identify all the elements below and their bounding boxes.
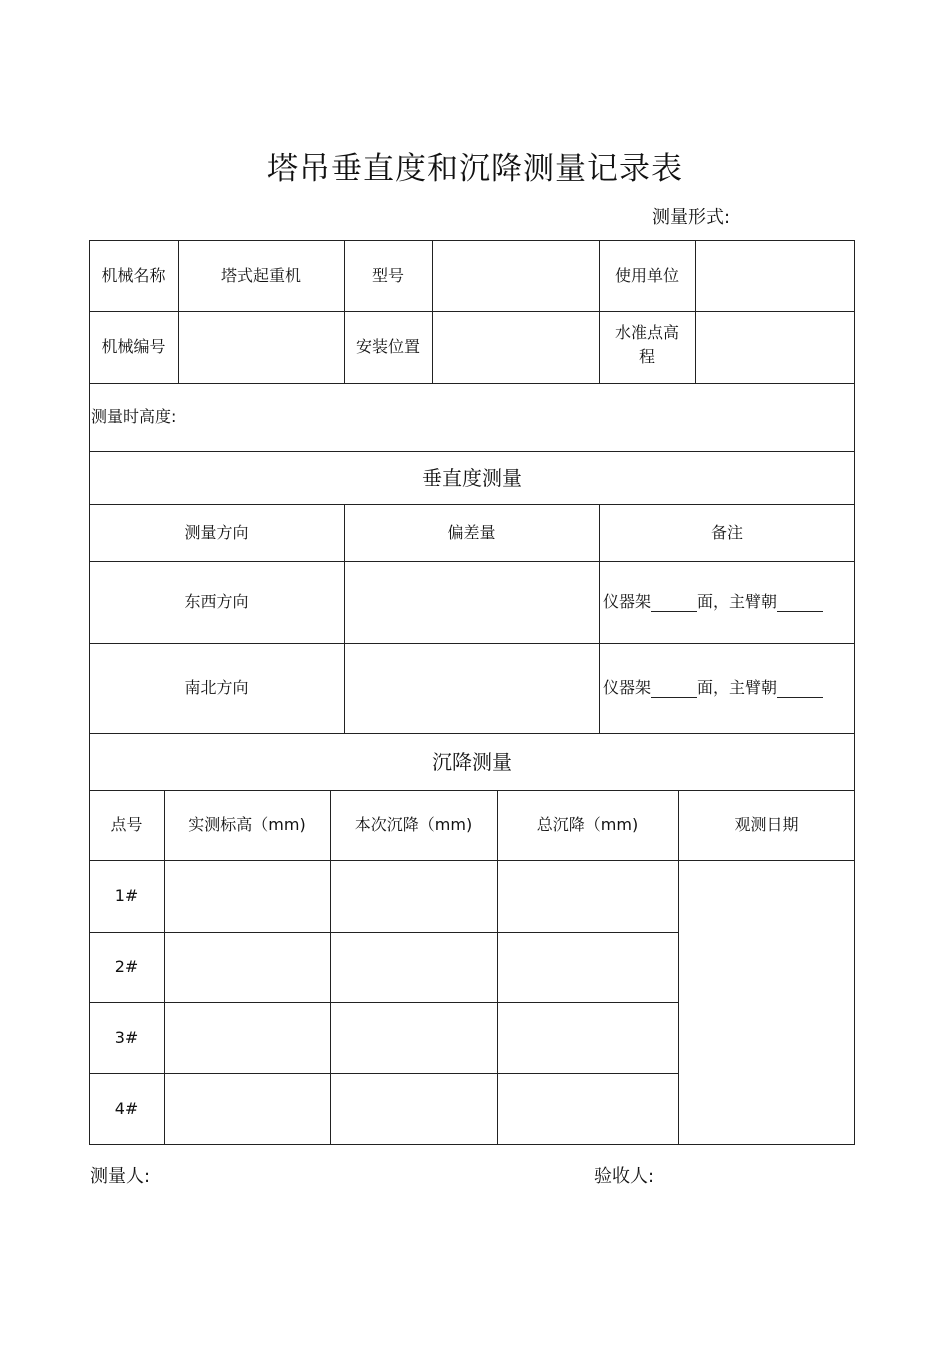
- benchmark-label-line2: 程: [638, 347, 655, 366]
- deviation-north-south-field[interactable]: [344, 643, 599, 733]
- header-measured-elevation: 实测标高（mm): [188, 815, 306, 834]
- instrument-face-blank[interactable]: [651, 679, 697, 698]
- install-position-value-field[interactable]: [432, 311, 599, 383]
- header-remark: 备注: [710, 522, 743, 542]
- observation-date-field[interactable]: [678, 860, 855, 1145]
- user-unit-label: 使用单位: [614, 265, 679, 285]
- remark-north-south: [599, 643, 855, 733]
- point-label-1: 1#: [114, 886, 139, 905]
- deviation-east-west-field[interactable]: [344, 561, 599, 643]
- remark-arm-label: 面，主臂朝: [697, 678, 778, 697]
- instrument-face-blank[interactable]: [651, 593, 697, 612]
- header-direction: 测量方向: [184, 522, 249, 542]
- settlement-section-title: 沉降测量: [432, 749, 512, 774]
- direction-north-south: 南北方向: [184, 678, 249, 697]
- point-label-2: 2#: [114, 957, 139, 976]
- install-position-label: 安装位置: [355, 337, 420, 356]
- header-total-settlement: 总沉降（mm): [536, 815, 639, 834]
- model-value-field[interactable]: [432, 240, 599, 311]
- point-label-4: 4#: [114, 1099, 139, 1118]
- remark-instrument-label: 仪器架: [603, 592, 652, 611]
- arm-direction-blank[interactable]: [777, 593, 823, 612]
- model-label: 型号: [371, 265, 404, 285]
- header-observation-date: 观测日期: [734, 815, 799, 834]
- user-unit-value-field[interactable]: [695, 240, 855, 311]
- remark-arm-label: 面，主臂朝: [697, 592, 778, 611]
- measure-height-label: 测量时高度:: [91, 407, 177, 426]
- benchmark-label-line1: 水准点高: [614, 323, 679, 342]
- form-type-label: 测量形式:: [652, 207, 731, 228]
- measurer-label: 测量人:: [90, 1166, 151, 1187]
- remark-east-west: [599, 561, 855, 643]
- benchmark-elevation-value-field[interactable]: [695, 311, 855, 383]
- header-deviation: 偏差量: [447, 522, 496, 542]
- acceptor-label: 验收人:: [594, 1166, 655, 1187]
- machine-no-label: 机械编号: [101, 337, 166, 356]
- arm-direction-blank[interactable]: [777, 679, 823, 698]
- benchmark-elevation-label: [599, 311, 695, 383]
- header-point-no: 点号: [110, 815, 143, 834]
- page-title: 塔吊垂直度和沉降测量记录表: [267, 151, 683, 187]
- verticality-section-title: 垂直度测量: [422, 465, 522, 490]
- machine-no-value-field[interactable]: [178, 311, 344, 383]
- direction-east-west: 东西方向: [184, 592, 249, 611]
- remark-instrument-label: 仪器架: [603, 678, 652, 697]
- point-label-3: 3#: [114, 1027, 139, 1047]
- machine-name-label: 机械名称: [101, 265, 166, 285]
- header-current-settlement: 本次沉降（mm): [354, 815, 473, 834]
- machine-name-value: 塔式起重机: [220, 265, 301, 285]
